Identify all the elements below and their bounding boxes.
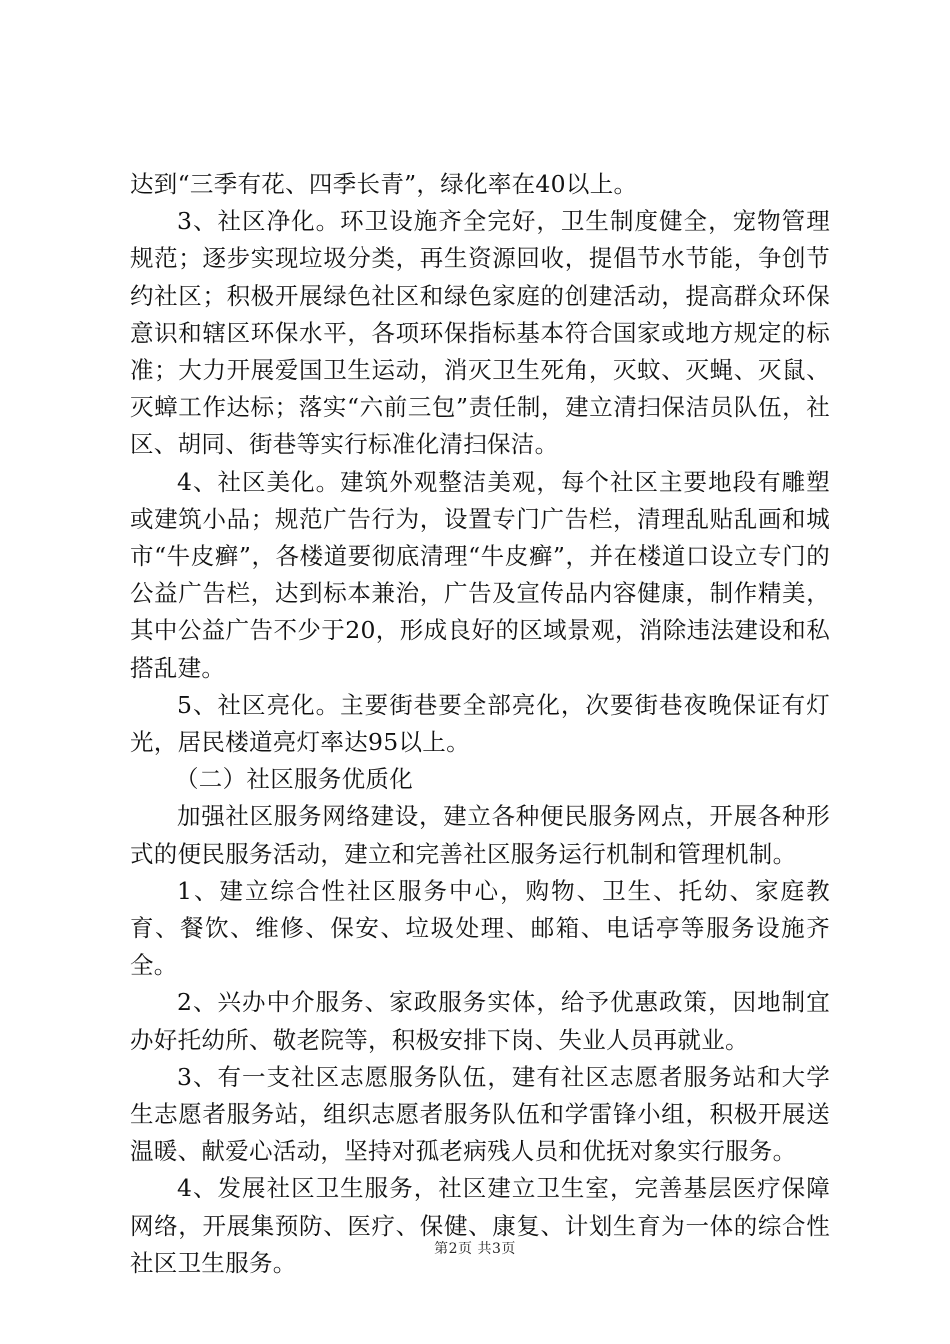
paragraph-community-cleaning: 3、社区净化。环卫设施齐全完好，卫生制度健全，宠物管理规范；逐步实现垃圾分类，再生资源回收，提倡节水节能，争创节约社区；积极开展绿色社区和绿色家庭的创建活动，提高群众环保意识和辖区环保水平，各项环保指标基本符合国家或地方规定的标准；大力开展爱国卫生运动，消灭卫生死角，灭蚊、灭蝇、灭鼠、灭蟑工作达标；落实“六前三包”责任制，建立清扫保洁员队伍，社区、胡同、街巷等实行标准化清扫保洁。 — [130, 207, 830, 459]
page-footer: 第2页 共3页 — [434, 1241, 516, 1257]
paragraph-community-beautify: 4、社区美化。建筑外观整洁美观，每个社区主要地段有雕塑或建筑小品；规范广告行为，设置专门广告栏，清理乱贴乱画和城市“牛皮癣”，各楼道要彻底清理“牛皮癣”，并在楼道口设立专门的公益广告栏，达到标本兼治，广告及宣传品内容健康，制作精美，其中公益广告不少于20，形成良好的区域景观，消除违法建设和私搭乱建。 — [130, 467, 830, 682]
section-heading-service-quality: （二）社区服务优质化 — [175, 765, 413, 794]
paragraph-service-center: 1、建立综合性社区服务中心，购物、卫生、托幼、家庭教育、餐饮、维修、保安、垃圾处理、邮箱、电话亭等服务设施齐全。 — [130, 876, 830, 980]
paragraph-community-lighting: 5、社区亮化。主要街巷要全部亮化，次要街巷夜晚保证有灯光，居民楼道亮灯率达95以上。 — [130, 690, 830, 757]
paragraph-volunteer-team: 3、有一支社区志愿服务队伍，建有社区志愿者服务站和大学生志愿者服务站，组织志愿者服务队伍和学雷锋小组，积极开展送温暖、献爱心活动，坚持对孤老病残人员和优抚对象实行服务。 — [130, 1062, 830, 1166]
paragraph-continuation: 达到“三季有花、四季长青”，绿化率在40以上。 — [130, 170, 638, 198]
document-body — [130, 166, 830, 1282]
paragraph-service-network: 加强社区服务网络建设，建立各种便民服务网点，开展各种形式的便民服务活动，建立和完善社区服务运行机制和管理机制。 — [130, 802, 830, 868]
paragraph-health-service: 4、发展社区卫生服务，社区建立卫生室，完善基层医疗保障网络，开展集预防、医疗、保健、康复、计划生育为一体的综合性社区卫生服务。 — [130, 1174, 830, 1277]
paragraph-agency-services: 2、兴办中介服务、家政服务实体，给予优惠政策，因地制宜办好托幼所、敬老院等，积极安排下岗、失业人员再就业。 — [130, 988, 830, 1054]
